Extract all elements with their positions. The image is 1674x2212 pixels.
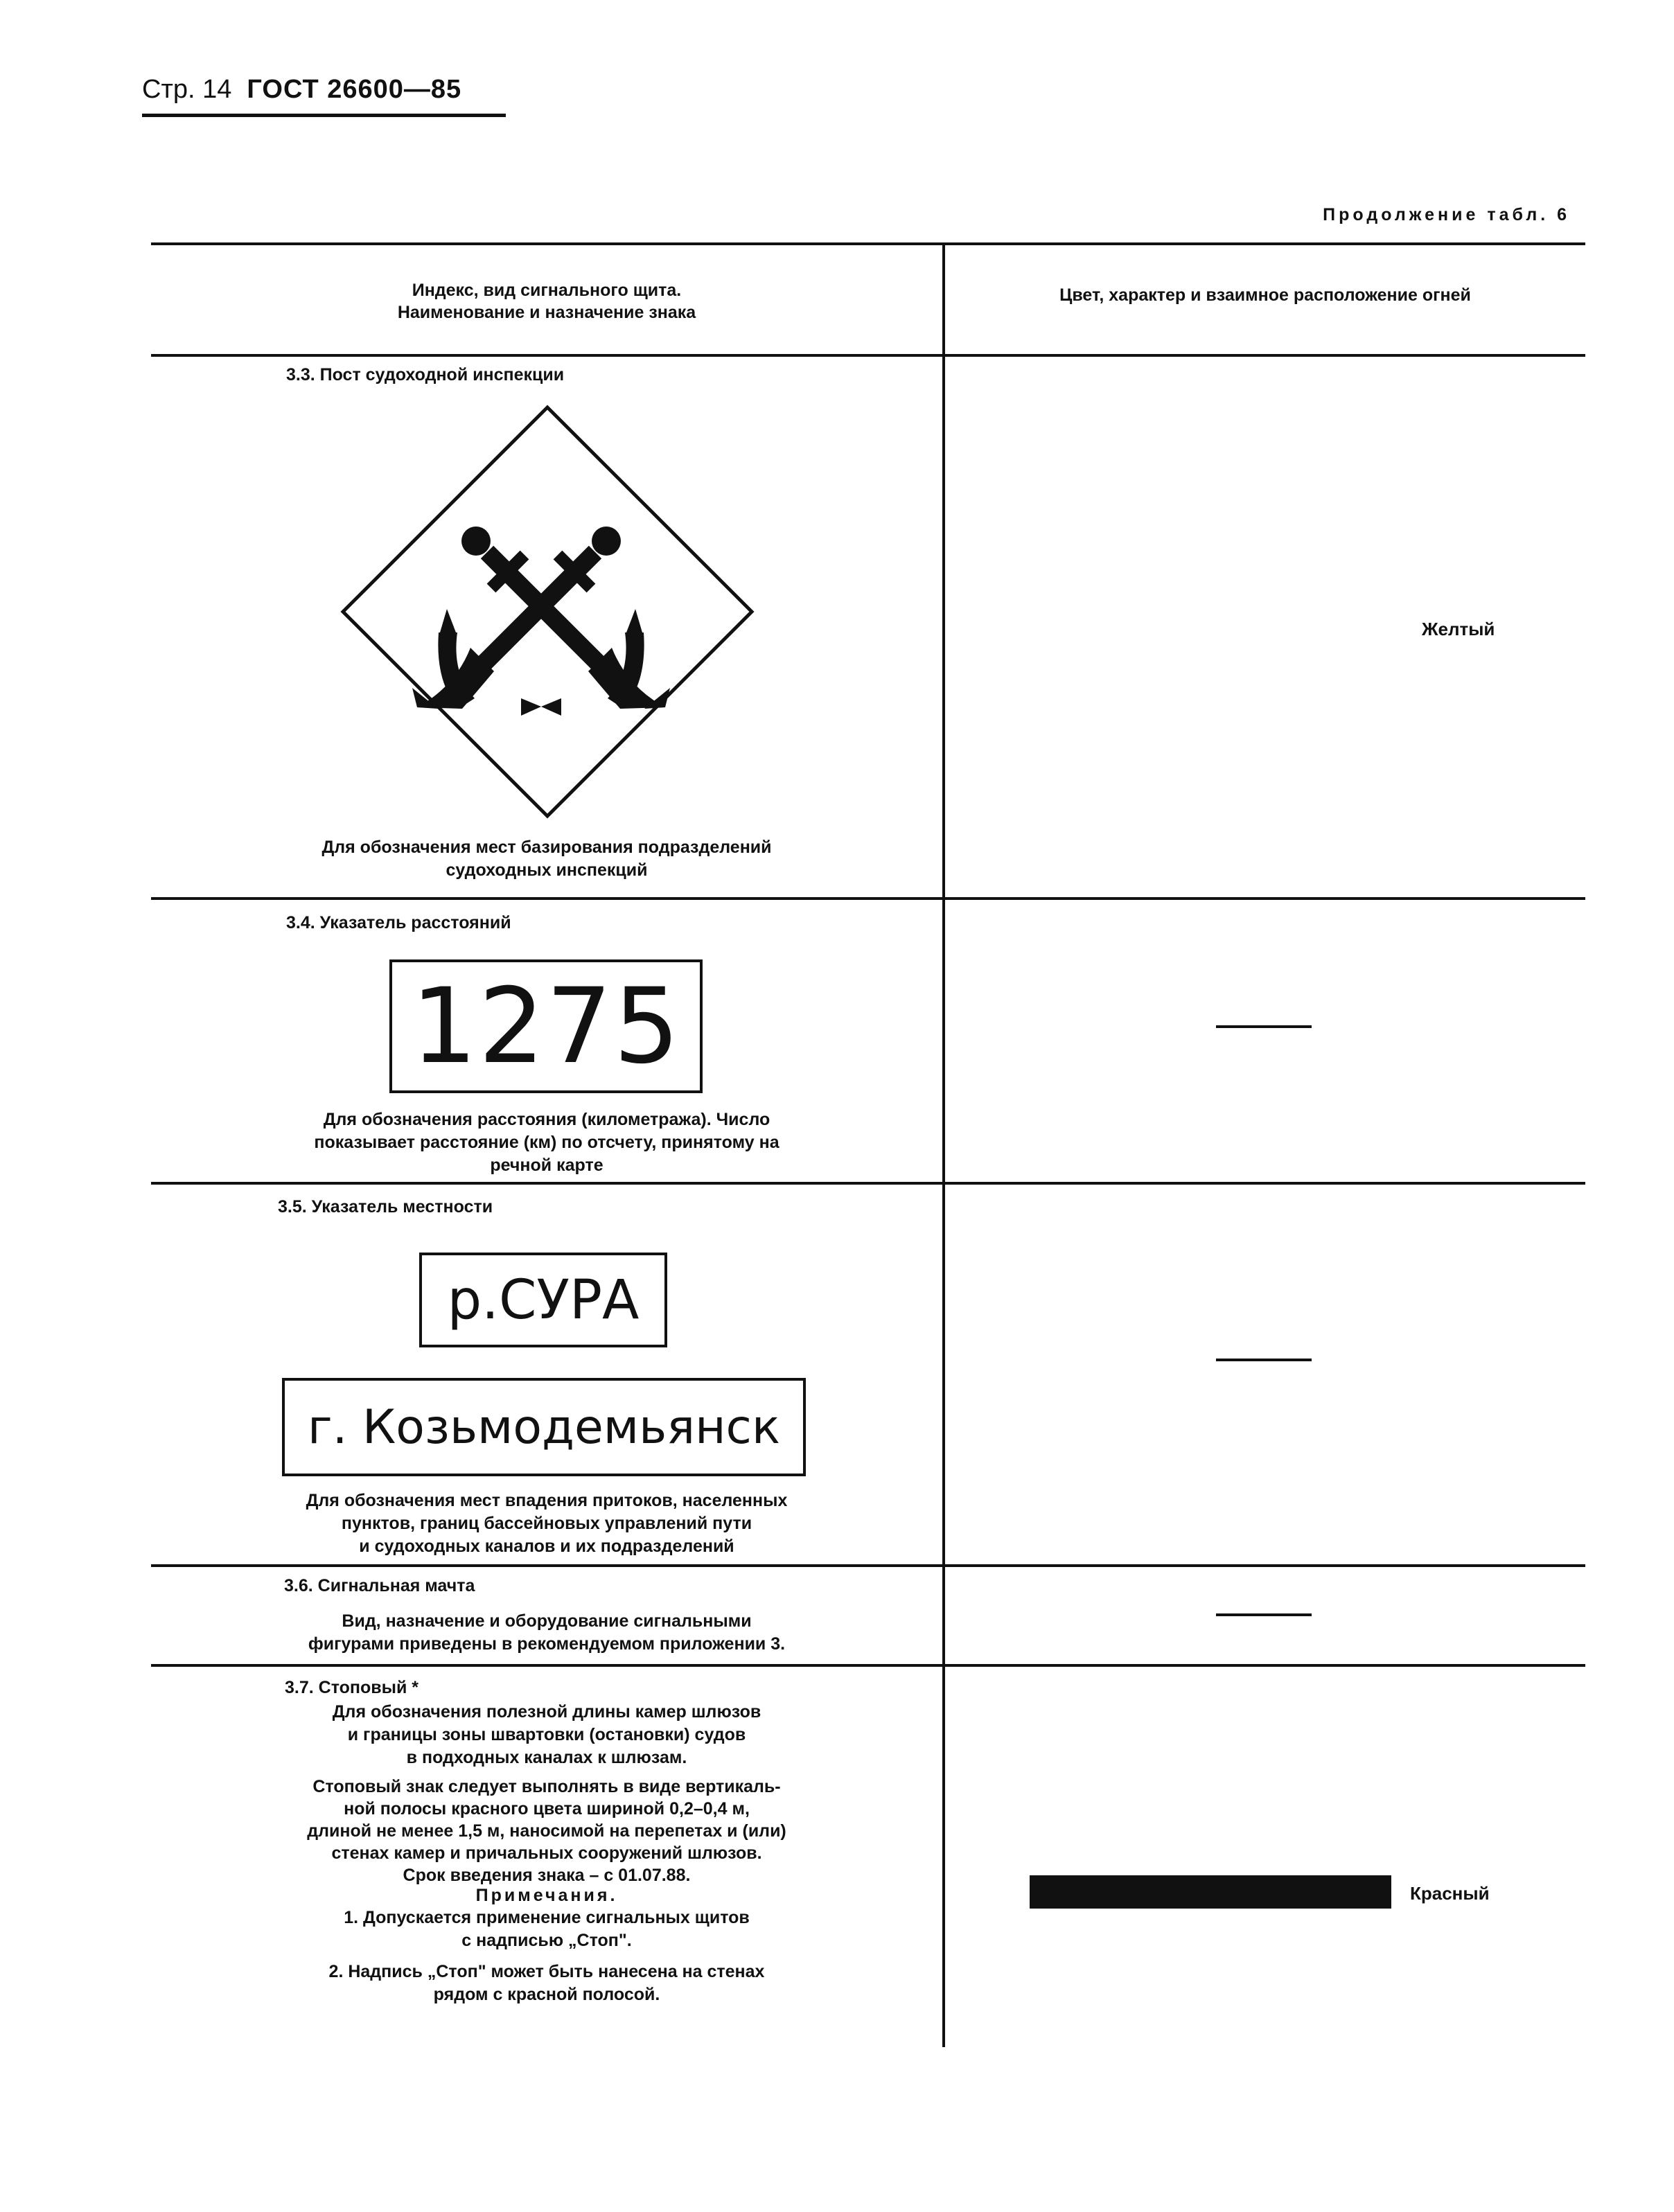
distance-sign — [389, 959, 703, 1093]
river-sign — [419, 1253, 667, 1347]
row-36-title: 3.6. Сигнальная мачта — [284, 1576, 475, 1595]
anchor-sign — [340, 404, 755, 820]
row-36-lights-dash — [1216, 1613, 1312, 1616]
row-34-lights-dash — [1216, 1025, 1312, 1028]
row-36-description: Вид, назначение и оборудование сигнальными фигурами приведены в рекомендуемом приложении 3. — [308, 1611, 786, 1654]
distance-sign-text: 1275 — [411, 966, 681, 1087]
row-37-spec: Стоповый знак следует выполнять в виде вертикаль- ной полосы красного цвета шириной 0,2–0,4 м, длиной не менее 1,5 м, наносимой на перепетах и (или) стенах камер и причальных сооружений шлюзов. Срок введения знака – с 01.07.88. — [307, 1777, 786, 1885]
header-bottom-rule — [151, 354, 1585, 357]
table-top-rule — [151, 242, 1585, 245]
river-sign-text: р.СУРА — [447, 1268, 640, 1331]
row-34-title: 3.4. Указатель расстояний — [286, 913, 511, 932]
standard-id: ГОСТ 26600—85 — [247, 75, 462, 104]
row-37-note-2: 2. Надпись „Стоп" может быть нанесена на стенах рядом с красной полосой. — [328, 1962, 765, 2004]
row-37-purpose: Для обозначения полезной длины камер шлюзов и границы зоны швартовки (остановки) судов в подходных каналах к шлюзам. — [332, 1702, 761, 1767]
table-column-divider — [942, 242, 945, 2047]
header-rule — [142, 114, 506, 117]
row-37-notes-title: Примечания. — [475, 1886, 618, 1905]
row-37-lights: Красный — [1410, 1883, 1490, 1904]
row-divider-34 — [151, 1182, 1585, 1185]
table-continuation-label: Продолжение табл. 6 — [1323, 205, 1570, 224]
row-35-lights-dash — [1216, 1359, 1312, 1361]
row-37-note-1: 1. Допускается применение сигнальных щитов с надписью „Стоп". — [344, 1908, 750, 1950]
row-34-description: Для обозначения расстояния (километража). Число показывает расстояние (км) по отсчету, принятому на речной карте — [314, 1110, 779, 1175]
town-sign-text: г. Козьмодемьянск — [307, 1399, 781, 1455]
page-header — [142, 75, 461, 105]
col1-header: Индекс, вид сигнального щита. Наименование и назначение знака — [397, 281, 696, 322]
row-33-lights: Желтый — [1422, 619, 1495, 639]
row-33-description: Для обозначения мест базирования подразделений судоходных инспекций — [321, 838, 772, 880]
row-35-title: 3.5. Указатель местности — [278, 1197, 493, 1216]
row-divider-33 — [151, 897, 1585, 900]
col2-header: Цвет, характер и взаимное расположение огней — [1059, 285, 1471, 305]
town-sign — [282, 1378, 806, 1476]
row-divider-36 — [151, 1664, 1585, 1667]
stop-stripe-swatch — [1030, 1875, 1391, 1909]
page-number: Стр. 14 — [142, 75, 232, 104]
crossed-anchors-icon — [412, 527, 670, 716]
row-35-description: Для обозначения мест впадения притоков, населенных пунктов, границ бассейновых управлений пути и судоходных каналов и их подразделений — [306, 1491, 788, 1556]
row-33-title: 3.3. Пост судоходной инспекции — [286, 365, 565, 384]
row-divider-35 — [151, 1564, 1585, 1567]
row-37-title: 3.7. Стоповый * — [285, 1678, 419, 1697]
